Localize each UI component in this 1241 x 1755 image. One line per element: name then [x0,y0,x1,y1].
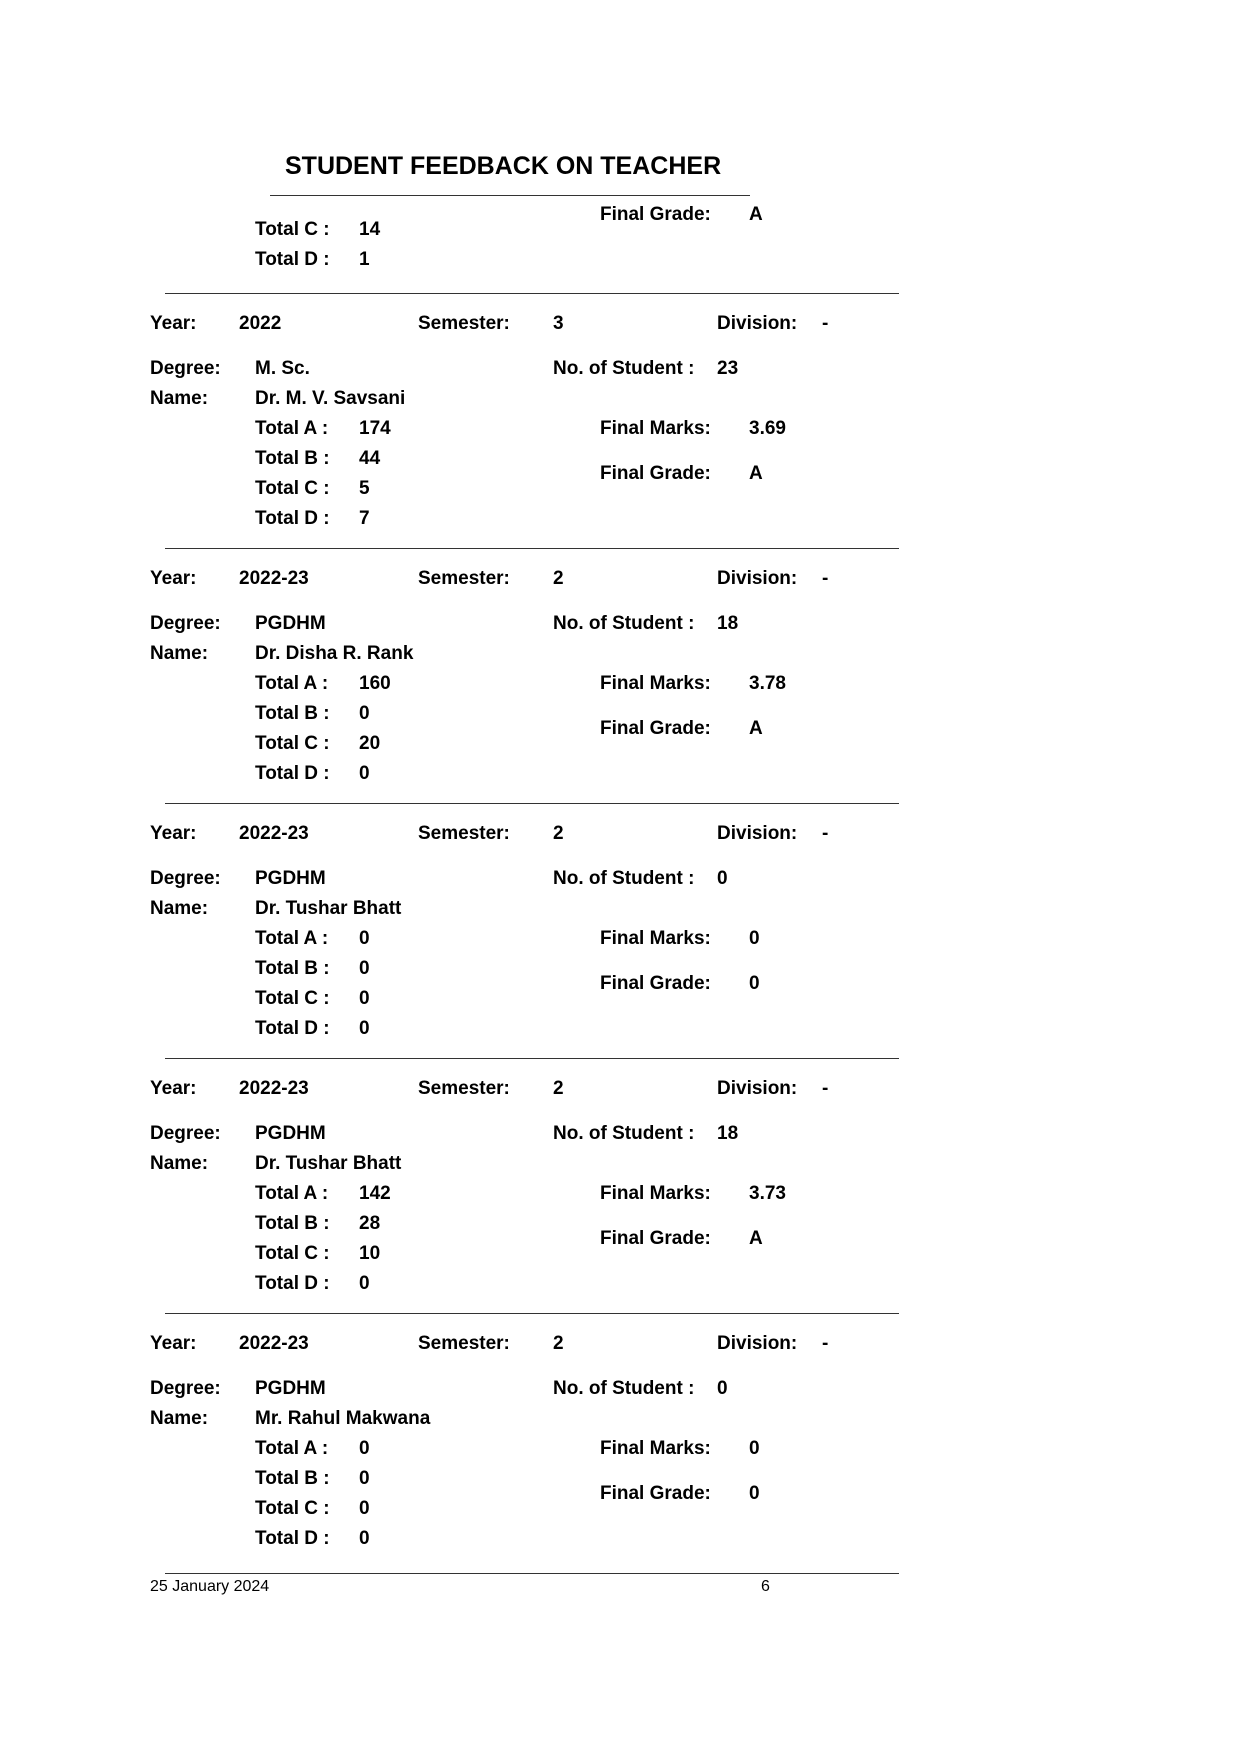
teacher-name: Dr. M. V. Savsani [255,388,406,409]
total-c-label: Total C : [255,1243,330,1264]
final-marks-value: 0 [749,928,760,949]
semester-value: 3 [553,313,564,334]
final-grade-value: A [749,463,763,484]
total-c-label: Total C : [255,1498,330,1519]
total-c-label: Total C : [255,988,330,1009]
semester-value: 2 [553,568,564,589]
title-underline [270,195,750,196]
total-b-label: Total B : [255,958,330,979]
division-label: Division: [717,313,798,334]
total-b-value: 0 [359,1468,370,1489]
division-label: Division: [717,1078,798,1099]
degree-label: Degree: [150,358,221,379]
name-label: Name: [150,898,209,919]
no-of-student-value: 0 [717,868,728,889]
year-label: Year: [150,568,197,589]
total-b-label: Total B : [255,1213,330,1234]
no-of-student-label: No. of Student : [553,1123,695,1144]
total-d-label: Total D : [255,249,330,270]
total-a-label: Total A : [255,1438,329,1459]
total-c-value: 5 [359,478,370,499]
feedback-record [0,293,1241,549]
no-of-student-label: No. of Student : [553,613,695,634]
total-d-label: Total D : [255,1528,330,1549]
final-grade-value: 0 [749,1483,760,1504]
year-value: 2022-23 [239,823,309,844]
total-a-label: Total A : [255,673,329,694]
total-c-label: Total C : [255,733,330,754]
total-a-value: 160 [359,673,391,694]
name-label: Name: [150,643,209,664]
division-value: - [822,823,829,844]
teacher-name: Dr. Tushar Bhatt [255,898,402,919]
semester-value: 2 [553,1333,564,1354]
page-title: STUDENT FEEDBACK ON TEACHER [285,152,722,180]
year-label: Year: [150,313,197,334]
semester-label: Semester: [418,1333,510,1354]
semester-label: Semester: [418,1078,510,1099]
total-d-value: 0 [359,1528,370,1549]
feedback-record [0,548,1241,804]
total-b-label: Total B : [255,703,330,724]
total-d-value: 0 [359,1273,370,1294]
teacher-name: Mr. Rahul Makwana [255,1408,431,1429]
total-a-value: 0 [359,928,370,949]
semester-label: Semester: [418,568,510,589]
total-a-value: 174 [359,418,391,439]
record-divider [165,803,899,804]
degree-label: Degree: [150,613,221,634]
feedback-record [0,803,1241,1059]
page-number: 6 [761,1578,770,1595]
no-of-student-label: No. of Student : [553,868,695,889]
no-of-student-label: No. of Student : [553,1378,695,1399]
final-grade-label: Final Grade: [600,1228,711,1249]
total-a-label: Total A : [255,928,329,949]
no-of-student-value: 18 [717,613,739,634]
total-d-value: 7 [359,508,370,529]
final-grade-value: A [749,718,763,739]
no-of-student-value: 23 [717,358,739,379]
total-b-value: 44 [359,448,381,469]
total-d-value: 1 [359,249,370,270]
division-label: Division: [717,823,798,844]
no-of-student-label: No. of Student : [553,358,695,379]
degree-value: PGDHM [255,868,326,889]
total-b-value: 28 [359,1213,381,1234]
no-of-student-value: 0 [717,1378,728,1399]
final-marks-label: Final Marks: [600,673,711,694]
total-a-label: Total A : [255,1183,329,1204]
final-grade-label: Final Grade: [600,204,711,225]
final-marks-value: 0 [749,1438,760,1459]
final-grade-label: Final Grade: [600,1483,711,1504]
final-grade-value: A [749,1228,763,1249]
final-grade-value: 0 [749,973,760,994]
final-marks-label: Final Marks: [600,928,711,949]
degree-value: PGDHM [255,613,326,634]
year-label: Year: [150,1078,197,1099]
final-marks-value: 3.69 [749,418,786,439]
record-divider [165,1058,899,1059]
total-c-value: 0 [359,1498,370,1519]
division-value: - [822,313,829,334]
total-d-label: Total D : [255,763,330,784]
year-label: Year: [150,823,197,844]
total-a-value: 142 [359,1183,391,1204]
total-b-value: 0 [359,703,370,724]
year-label: Year: [150,1333,197,1354]
final-grade-label: Final Grade: [600,973,711,994]
degree-label: Degree: [150,1378,221,1399]
name-label: Name: [150,1408,209,1429]
degree-label: Degree: [150,868,221,889]
total-c-value: 14 [359,219,381,240]
name-label: Name: [150,388,209,409]
footer-divider [165,1573,899,1574]
total-d-label: Total D : [255,1018,330,1039]
total-b-label: Total B : [255,448,330,469]
no-of-student-value: 18 [717,1123,739,1144]
final-marks-label: Final Marks: [600,1183,711,1204]
total-a-value: 0 [359,1438,370,1459]
teacher-name: Dr. Tushar Bhatt [255,1153,402,1174]
degree-label: Degree: [150,1123,221,1144]
record-divider [165,293,899,294]
division-value: - [822,568,829,589]
total-b-value: 0 [359,958,370,979]
total-c-label: Total C : [255,478,330,499]
division-label: Division: [717,568,798,589]
feedback-record [0,1058,1241,1314]
year-value: 2022-23 [239,568,309,589]
total-b-label: Total B : [255,1468,330,1489]
year-value: 2022 [239,313,282,334]
total-d-value: 0 [359,763,370,784]
record-divider [165,1313,899,1314]
teacher-name: Dr. Disha R. Rank [255,643,414,664]
total-c-label: Total C : [255,219,330,240]
division-value: - [822,1333,829,1354]
total-d-label: Total D : [255,508,330,529]
final-grade-value: A [749,204,763,225]
total-c-value: 10 [359,1243,381,1264]
final-marks-label: Final Marks: [600,1438,711,1459]
division-value: - [822,1078,829,1099]
total-a-label: Total A : [255,418,329,439]
final-grade-label: Final Grade: [600,718,711,739]
degree-value: PGDHM [255,1123,326,1144]
final-marks-value: 3.78 [749,673,786,694]
name-label: Name: [150,1153,209,1174]
record-divider [165,548,899,549]
final-marks-value: 3.73 [749,1183,786,1204]
semester-value: 2 [553,823,564,844]
semester-label: Semester: [418,313,510,334]
degree-value: PGDHM [255,1378,326,1399]
degree-value: M. Sc. [255,358,310,379]
semester-value: 2 [553,1078,564,1099]
feedback-record [0,1313,1241,1569]
year-value: 2022-23 [239,1333,309,1354]
total-d-value: 0 [359,1018,370,1039]
total-c-value: 0 [359,988,370,1009]
total-d-label: Total D : [255,1273,330,1294]
final-grade-label: Final Grade: [600,463,711,484]
footer-date: 25 January 2024 [150,1578,270,1595]
semester-label: Semester: [418,823,510,844]
year-value: 2022-23 [239,1078,309,1099]
final-marks-label: Final Marks: [600,418,711,439]
division-label: Division: [717,1333,798,1354]
total-c-value: 20 [359,733,381,754]
